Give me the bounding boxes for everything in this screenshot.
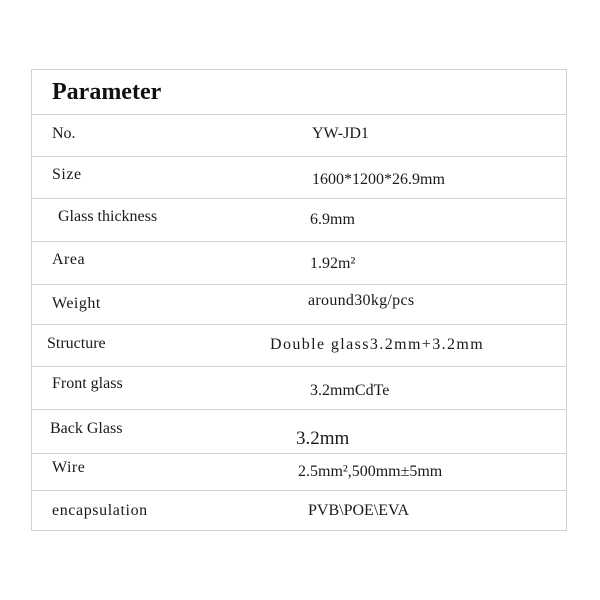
- row-value: YW-JD1: [312, 125, 369, 142]
- row-value: Double glass3.2mm+3.2mm: [270, 336, 485, 353]
- row-value: 2.5mm²,500mm±5mm: [298, 463, 443, 480]
- table-row-wire: [32, 454, 566, 491]
- table-row-encapsulation: [32, 491, 566, 530]
- row-label: No.: [52, 125, 76, 142]
- row-value: 3.2mmCdTe: [310, 382, 390, 399]
- row-value: 6.9mm: [310, 211, 355, 228]
- row-value: around30kg/pcs: [308, 292, 415, 309]
- table-row-area: [32, 242, 566, 285]
- parameter-table: [31, 69, 567, 531]
- table-row-front-glass: [32, 367, 566, 410]
- row-label: encapsulation: [52, 502, 148, 519]
- table-row-weight: [32, 285, 566, 325]
- table-row-size: [32, 157, 566, 199]
- row-value: 1.92m²: [310, 255, 356, 272]
- table-row-structure: [32, 325, 566, 367]
- row-label: Front glass: [52, 375, 123, 392]
- row-value: PVB\POE\EVA: [308, 502, 410, 519]
- row-label: Area: [52, 251, 86, 268]
- row-label: Back Glass: [50, 420, 123, 437]
- row-value: 1600*1200*26.9mm: [312, 171, 445, 188]
- row-label: Size: [52, 166, 82, 183]
- table-row-no: [32, 115, 566, 157]
- table-header-row: [32, 70, 566, 115]
- row-label: Weight: [52, 295, 101, 312]
- row-label: Structure: [47, 335, 106, 352]
- table-title: Parameter: [52, 79, 162, 105]
- row-label: Wire: [52, 459, 86, 476]
- table-row-glass-thickness: [32, 199, 566, 242]
- row-label: Glass thickness: [58, 208, 158, 225]
- row-value: 3.2mm: [296, 428, 350, 449]
- table-row-back-glass: [32, 410, 566, 454]
